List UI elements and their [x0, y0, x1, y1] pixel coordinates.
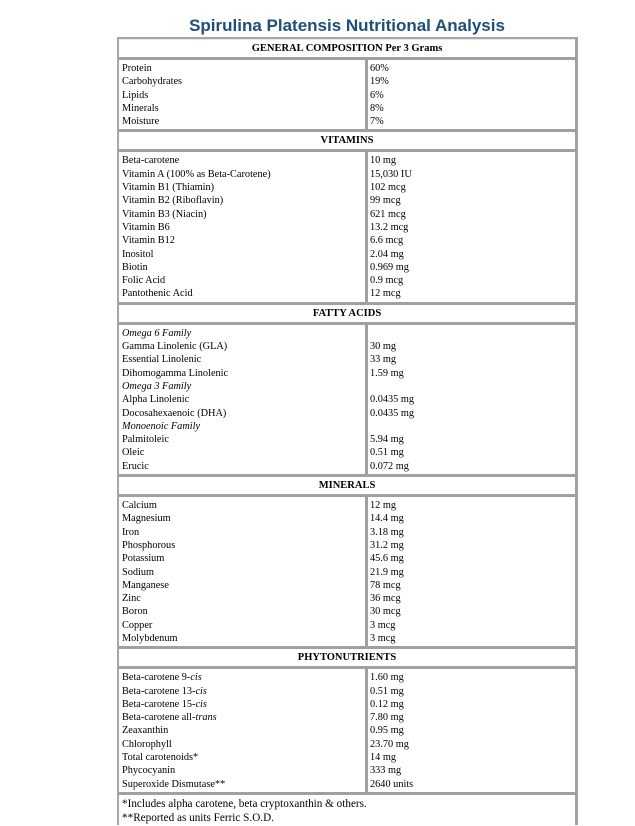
nutrient-value: 0.0435 mg — [370, 407, 415, 419]
nutrient-value — [370, 420, 575, 433]
nutrient-name: Vitamin B6 — [122, 221, 170, 233]
nutrient-isomer: cis — [195, 685, 207, 697]
nutrient-name: Zeaxanthin — [122, 725, 169, 737]
nutrient-name: Molybdenum — [122, 632, 178, 644]
nutrient-name: Pantothenic Acid — [122, 288, 193, 300]
nutrient-name: Carbohydrates — [122, 76, 183, 88]
nutrient-value: 14 mg — [370, 752, 397, 764]
nutrient-value: 2.04 mg — [370, 248, 404, 260]
nutrient-name: Minerals — [122, 102, 159, 114]
family-label: Omega 3 Family — [122, 380, 192, 392]
name-column — [119, 669, 368, 792]
section-body — [119, 152, 575, 304]
nutrient-value: 0.9 mcg — [370, 275, 404, 287]
nutrient-name: Essential Linolenic — [122, 354, 202, 366]
nutrient-value: 5.94 mg — [370, 434, 404, 446]
nutrient-name: Beta-carotene all-trans — [122, 712, 217, 724]
nutrient-name: Erucic — [122, 460, 149, 472]
nutrient-value: 15,030 IU — [370, 168, 412, 180]
nutrient-value: 1.60 mg — [370, 672, 404, 684]
section-body — [119, 60, 575, 132]
nutrient-name: Iron — [122, 526, 140, 538]
nutrient-value: 0.0435 mg — [370, 394, 415, 406]
nutrient-name: Potassium — [122, 553, 165, 565]
nutrient-value: 0.12 mg — [370, 698, 404, 710]
nutrient-name: Calcium — [122, 500, 157, 512]
section-heading: PHYTONUTRIENTS — [119, 649, 575, 669]
family-label: Omega 6 Family — [122, 327, 192, 339]
section-body — [119, 669, 575, 795]
nutrition-table — [117, 37, 578, 825]
nutrient-value: 0.969 mg — [370, 261, 409, 273]
name-column — [119, 497, 368, 646]
nutrient-name: Superoxide Dismutase** — [122, 778, 226, 790]
nutrient-name: Lipids — [122, 89, 149, 101]
nutrient-name: Beta-carotene 13-cis — [122, 685, 207, 697]
nutrient-name: Beta-carotene 15-cis — [122, 698, 207, 710]
nutrient-value: 8% — [370, 102, 384, 114]
nutrient-value: 60% — [370, 63, 389, 74]
nutrient-name: Folic Acid — [122, 275, 166, 287]
nutrient-name: Phosphorous — [122, 539, 176, 551]
nutrient-name: Phycocyanin — [122, 765, 176, 777]
nutrient-name: Oleic — [122, 447, 145, 459]
nutrient-name: Vitamin B12 — [122, 235, 175, 247]
section-heading: MINERALS — [119, 477, 575, 497]
nutrient-value: 7% — [370, 116, 384, 128]
nutrient-value: 3 mcg — [370, 619, 396, 631]
nutrient-value: 2640 units — [370, 778, 414, 790]
nutrient-value: 102 mcg — [370, 182, 406, 194]
nutrient-name: Moisture — [122, 116, 160, 128]
nutrient-name: Vitamin B2 (Riboflavin) — [122, 195, 224, 207]
nutrient-name: Total carotenoids* — [122, 752, 199, 764]
nutrient-isomer: trans — [195, 712, 217, 724]
nutrient-value: 3 mcg — [370, 632, 396, 644]
nutrient-value: 78 mcg — [370, 579, 401, 591]
name-column — [119, 152, 368, 301]
nutrient-value — [370, 380, 575, 393]
nutrient-value: 10 mg — [370, 155, 397, 167]
page-title: Spirulina Platensis Nutritional Analysis — [189, 16, 505, 35]
name-column — [119, 60, 368, 129]
nutrient-name: Beta-carotene 9-cis — [122, 672, 202, 684]
nutrient-value: 33 mg — [370, 354, 397, 366]
nutrient-value: 30 mg — [370, 341, 397, 353]
nutrient-name: Chlorophyll — [122, 738, 172, 750]
name-column — [119, 325, 368, 474]
nutrient-name: Magnesium — [122, 513, 171, 525]
nutrient-name: Palmitoleic — [122, 434, 169, 446]
nutrient-name: Copper — [122, 619, 153, 631]
nutrient-name: Gamma Linolenic (GLA) — [122, 341, 228, 353]
nutrient-name: Alpha Linolenic — [122, 394, 190, 406]
nutrient-isomer: cis — [195, 698, 207, 710]
nutrient-name: Biotin — [122, 261, 148, 273]
nutrient-value: 0.51 mg — [370, 447, 404, 459]
nutrient-name: Vitamin B3 (Niacin) — [122, 208, 207, 220]
nutrient-value: 0.95 mg — [370, 725, 404, 737]
value-column — [368, 60, 575, 129]
section-heading: FATTY ACIDS — [119, 305, 575, 325]
nutrient-name: Vitamin A (100% as Beta-Carotene) — [122, 168, 271, 180]
nutrient-name: Beta-carotene — [122, 155, 180, 167]
nutrient-value: 333 mg — [370, 765, 402, 777]
nutrient-name: Zinc — [122, 593, 141, 605]
nutrient-value: 23.70 mg — [370, 738, 409, 750]
value-column — [368, 325, 575, 474]
nutrient-value: 0.072 mg — [370, 460, 409, 472]
nutrient-value: 1.59 mg — [370, 367, 404, 379]
nutrient-name: Protein — [122, 63, 152, 74]
nutrient-value: 12 mg — [370, 500, 397, 512]
section-body — [119, 325, 575, 477]
nutrient-value: 19% — [370, 76, 389, 88]
nutrient-value: 31.2 mg — [370, 539, 404, 551]
nutrient-value: 7.80 mg — [370, 712, 404, 724]
nutrient-name: Vitamin B1 (Thiamin) — [122, 182, 215, 194]
nutrient-value: 21.9 mg — [370, 566, 404, 578]
nutrient-name: Dihomogamma Linolenic — [122, 367, 229, 379]
nutrient-value: 30 mcg — [370, 606, 401, 618]
value-column — [368, 497, 575, 646]
nutrient-value: 621 mcg — [370, 208, 406, 220]
nutrient-value: 12 mcg — [370, 288, 401, 300]
section-heading: GENERAL COMPOSITION Per 3 Grams — [119, 39, 575, 60]
nutrient-value: 6% — [370, 89, 384, 101]
nutrient-value: 45.6 mg — [370, 553, 404, 565]
footnotes — [119, 795, 575, 825]
section-body — [119, 497, 575, 649]
nutrient-value: 99 mcg — [370, 195, 401, 207]
nutrient-value: 6.6 mcg — [370, 235, 404, 247]
nutrient-name: Docosahexaenoic (DHA) — [122, 407, 227, 419]
nutrient-value — [370, 327, 575, 340]
footnote: *Includes alpha carotene, beta cryptoxanthin & others. — [122, 797, 367, 810]
nutrient-value: 13.2 mcg — [370, 221, 409, 233]
nutrient-isomer: cis — [190, 672, 202, 684]
value-column — [368, 152, 575, 301]
nutrient-value: 3.18 mg — [370, 526, 404, 538]
nutrient-value: 36 mcg — [370, 593, 401, 605]
nutrient-value: 0.51 mg — [370, 685, 404, 697]
value-column — [368, 669, 575, 792]
nutrient-name: Manganese — [122, 579, 169, 591]
family-label: Monoenoic Family — [122, 420, 201, 432]
nutrient-name: Inositol — [122, 248, 154, 260]
nutrient-name: Boron — [122, 606, 148, 618]
footnote: **Reported as units Ferric S.O.D. — [122, 811, 274, 824]
nutrient-value: 14.4 mg — [370, 513, 404, 525]
section-heading: VITAMINS — [119, 132, 575, 152]
nutrient-name: Sodium — [122, 566, 155, 578]
